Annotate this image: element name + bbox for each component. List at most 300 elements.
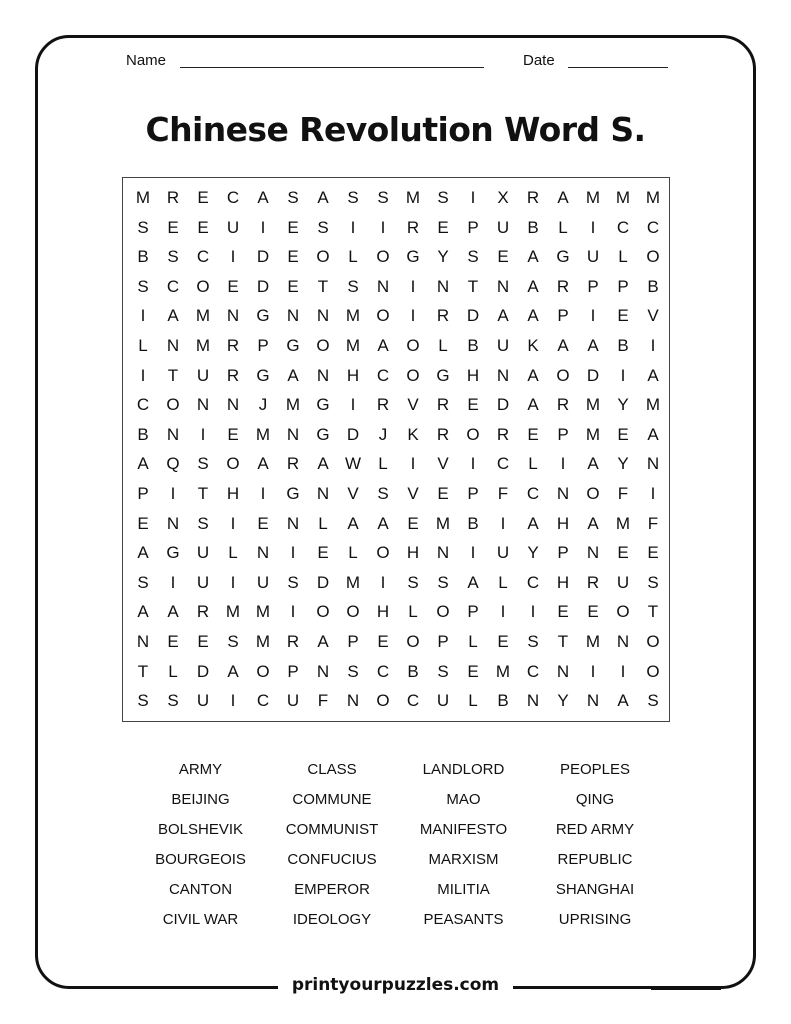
grid-letter: N [316, 306, 330, 326]
grid-row [128, 538, 668, 568]
grid-letter: E [617, 424, 629, 444]
grid-letter: O [316, 602, 330, 622]
word-item: BOURGEOIS [155, 851, 246, 868]
grid-letter: M [645, 395, 661, 415]
grid-letter: L [168, 661, 178, 681]
grid-letter: A [497, 306, 509, 326]
grid-letter: B [137, 247, 149, 267]
grid-letter: G [256, 306, 270, 326]
word-item: COMMUNE [292, 791, 372, 808]
grid-letter: N [286, 306, 300, 326]
grid-letter: R [406, 217, 420, 237]
grid-letter: R [436, 395, 450, 415]
grid-letter: I [410, 454, 416, 474]
word-item: SHANGHAI [555, 881, 635, 898]
grid-letter: E [497, 247, 509, 267]
grid-letter: M [195, 306, 211, 326]
name-label: Name [126, 52, 167, 69]
grid-letter: O [196, 276, 210, 296]
grid-letter: Q [166, 454, 180, 474]
grid-letter: M [195, 336, 211, 355]
grid-letter: S [287, 572, 299, 592]
page-title: Chinese Revolution Word S. [145, 110, 646, 149]
grid-letter: B [527, 217, 539, 237]
grid-letter: I [470, 188, 476, 207]
grid-letter: I [530, 602, 536, 622]
grid-letter: L [378, 454, 388, 474]
grid-letter: I [380, 572, 386, 592]
grid-row [128, 597, 668, 627]
grid-letter: S [347, 276, 359, 296]
grid-row [128, 449, 668, 479]
word-list [135, 760, 660, 940]
grid-letter: I [620, 365, 626, 385]
grid-letter: N [556, 484, 570, 503]
grid-letter: A [137, 543, 149, 563]
grid-letter: K [527, 336, 539, 355]
date-line [568, 67, 668, 68]
grid-letter: S [647, 572, 659, 592]
grid-letter: M [585, 395, 601, 415]
grid-letter: R [226, 336, 240, 355]
grid-letter: G [286, 484, 300, 503]
grid-letter: E [227, 276, 239, 296]
grid-letter: L [408, 602, 418, 622]
grid-letter: E [437, 484, 449, 503]
grid-letter: P [557, 543, 569, 563]
grid-letter: O [406, 365, 420, 385]
grid-letter: E [137, 513, 149, 533]
grid-letter: M [645, 188, 661, 207]
grid-letter: C [616, 217, 630, 237]
word-column [530, 760, 661, 940]
grid-letter: C [166, 276, 180, 296]
grid-letter: E [197, 217, 209, 237]
grid-letter: W [344, 454, 362, 474]
grid-letter: Y [557, 691, 569, 711]
grid-letter: G [166, 543, 180, 563]
grid-letter: C [256, 691, 270, 711]
grid-letter: L [618, 247, 628, 267]
grid-letter: E [617, 306, 629, 326]
word-item: COMMUNIST [285, 821, 379, 838]
word-item: CONFUCIUS [287, 851, 377, 868]
grid-letter: A [527, 247, 539, 267]
grid-row [128, 242, 668, 272]
grid-letter: O [346, 602, 360, 622]
grid-letter: A [467, 572, 479, 592]
grid-letter: V [407, 395, 419, 415]
grid-letter: P [557, 306, 569, 326]
grid-letter: R [496, 424, 510, 444]
grid-letter: M [585, 424, 601, 444]
grid-letter: I [560, 454, 566, 474]
word-item: CANTON [168, 881, 233, 898]
grid-letter: S [347, 661, 359, 681]
grid-letter: A [527, 513, 539, 533]
grid-letter: S [407, 572, 419, 592]
grid-letter: C [526, 484, 540, 503]
grid-letter: R [286, 454, 300, 474]
grid-letter: R [556, 276, 570, 296]
grid-letter: V [347, 484, 359, 503]
grid-letter: A [557, 336, 569, 355]
grid-letter: D [316, 572, 330, 592]
grid-letter: R [226, 365, 240, 385]
grid-letter: N [286, 513, 300, 533]
grid-letter: A [587, 513, 599, 533]
grid-letter: I [650, 484, 656, 503]
grid-row [128, 301, 668, 331]
grid-letter: B [467, 336, 479, 355]
grid-letter: G [286, 336, 300, 355]
grid-letter: G [316, 395, 330, 415]
grid-letter: O [646, 661, 660, 681]
grid-letter: I [590, 306, 596, 326]
grid-letter: L [468, 691, 478, 711]
grid-letter: S [437, 188, 449, 207]
grid-letter: A [647, 365, 659, 385]
grid-letter: E [287, 276, 299, 296]
grid-letter: E [167, 632, 179, 651]
letter-grid [122, 177, 670, 722]
grid-letter: I [230, 513, 236, 533]
grid-letter: A [137, 602, 149, 622]
grid-letter: M [345, 336, 361, 355]
grid-letter: I [410, 306, 416, 326]
grid-letter: S [167, 691, 179, 711]
grid-letter: E [467, 395, 479, 415]
grid-letter: I [170, 484, 176, 503]
grid-letter: E [467, 661, 479, 681]
grid-letter: N [256, 543, 270, 563]
grid-letter: M [405, 188, 421, 207]
grid-letter: I [140, 306, 146, 326]
grid-letter: B [497, 691, 509, 711]
grid-letter: I [140, 365, 146, 385]
grid-letter: I [230, 691, 236, 711]
word-item: UPRISING [558, 911, 632, 928]
grid-letter: V [647, 306, 659, 326]
grid-letter: N [196, 395, 210, 415]
grid-letter: N [166, 424, 180, 444]
grid-letter: G [406, 247, 420, 267]
grid-letter: O [256, 661, 270, 681]
grid-letter: N [586, 691, 600, 711]
grid-letter: M [435, 513, 451, 533]
footer-site [0, 975, 791, 995]
grid-letter: E [557, 602, 569, 622]
grid-letter: R [436, 424, 450, 444]
grid-letter: T [467, 276, 479, 296]
grid-letter: O [376, 306, 390, 326]
grid-letter: H [406, 543, 420, 563]
grid-letter: M [255, 424, 271, 444]
grid-letter: O [316, 336, 330, 355]
word-item: REPUBLIC [557, 851, 633, 868]
grid-letter: I [350, 217, 356, 237]
grid-letter: C [196, 247, 210, 267]
grid-letter: N [376, 276, 390, 296]
grid-letter: I [200, 424, 206, 444]
grid-letter: A [167, 602, 179, 622]
word-item: LANDLORD [422, 761, 505, 778]
grid-letter: L [348, 247, 358, 267]
grid-row [128, 657, 668, 687]
date-label: Date [523, 52, 555, 69]
grid-letter: C [526, 661, 540, 681]
grid-letter: B [137, 424, 149, 444]
grid-letter: D [346, 424, 360, 444]
grid-row [128, 390, 668, 420]
grid-letter: T [647, 602, 659, 622]
grid-letter: S [437, 661, 449, 681]
grid-letter: Y [617, 395, 629, 415]
grid-row [128, 627, 668, 657]
grid-letter: R [526, 188, 540, 207]
grid-letter: I [260, 484, 266, 503]
grid-letter: S [347, 188, 359, 207]
grid-letter: R [196, 602, 210, 622]
grid-letter: O [166, 395, 180, 415]
grid-letter: L [138, 336, 148, 355]
grid-letter: S [167, 247, 179, 267]
grid-letter: F [317, 691, 329, 711]
grid-letter: I [380, 217, 386, 237]
grid-letter: U [616, 572, 630, 592]
grid-letter: A [227, 661, 239, 681]
grid-letter: H [346, 365, 360, 385]
grid-letter: S [137, 691, 149, 711]
grid-letter: I [620, 661, 626, 681]
grid-letter: P [257, 336, 269, 355]
word-item: PEOPLES [559, 761, 631, 778]
grid-letter: C [406, 691, 420, 711]
grid-letter: H [556, 513, 570, 533]
grid-letter: G [436, 365, 450, 385]
word-column [398, 760, 529, 940]
grid-letter: G [556, 247, 570, 267]
grid-letter: E [587, 602, 599, 622]
grid-letter: D [256, 276, 270, 296]
word-item: IDEOLOGY [292, 911, 372, 928]
grid-letter: E [287, 217, 299, 237]
grid-row [128, 420, 668, 450]
grid-letter: E [167, 217, 179, 237]
grid-letter: D [586, 365, 600, 385]
grid-letter: A [347, 513, 359, 533]
grid-letter: I [410, 276, 416, 296]
grid-letter: O [436, 602, 450, 622]
grid-letter: A [647, 424, 659, 444]
grid-letter: M [285, 395, 301, 415]
grid-letter: U [196, 365, 210, 385]
grid-letter: A [317, 188, 329, 207]
grid-letter: M [615, 513, 631, 533]
grid-letter: P [617, 276, 629, 296]
grid-letter: S [647, 691, 659, 711]
grid-letter: M [255, 632, 271, 651]
grid-letter: S [377, 484, 389, 503]
grid-letter: T [557, 632, 569, 651]
grid-letter: O [466, 424, 480, 444]
grid-letter: P [587, 276, 599, 296]
grid-letter: I [290, 543, 296, 563]
grid-letter: C [496, 454, 510, 474]
grid-letter: M [495, 661, 511, 681]
grid-letter: E [617, 543, 629, 563]
grid-letter: S [227, 632, 239, 651]
grid-letter: F [617, 484, 629, 503]
grid-letter: E [407, 513, 419, 533]
grid-letter: N [136, 632, 150, 651]
grid-letter: A [377, 336, 389, 355]
grid-letter: I [650, 336, 656, 355]
grid-letter: Y [437, 247, 449, 267]
grid-row [128, 686, 668, 716]
grid-letter: S [137, 276, 149, 296]
grid-letter: D [496, 395, 510, 415]
grid-letter: S [527, 632, 539, 651]
grid-letter: E [317, 543, 329, 563]
grid-letter: I [590, 217, 596, 237]
grid-letter: M [345, 306, 361, 326]
grid-letter: H [226, 484, 240, 503]
grid-row [128, 331, 668, 361]
word-column [267, 760, 398, 940]
grid-letter: L [498, 572, 508, 592]
grid-letter: H [466, 365, 480, 385]
grid-letter: M [225, 602, 241, 622]
grid-letter: I [230, 572, 236, 592]
grid-letter: Y [617, 454, 629, 474]
grid-letter: C [646, 217, 660, 237]
grid-letter: N [526, 691, 540, 711]
grid-letter: O [376, 247, 390, 267]
word-item: PEASANTS [423, 911, 504, 928]
word-item: BEIJING [171, 791, 230, 808]
grid-row [128, 213, 668, 243]
grid-letter: S [317, 217, 329, 237]
grid-letter: C [376, 661, 390, 681]
grid-letter: U [286, 691, 300, 711]
grid-letter: H [376, 602, 390, 622]
grid-letter: U [226, 217, 240, 237]
grid-letter: E [497, 632, 509, 651]
grid-letter: O [376, 543, 390, 563]
grid-letter: M [255, 602, 271, 622]
grid-letter: R [166, 188, 180, 207]
grid-letter: L [228, 543, 238, 563]
grid-letter: U [436, 691, 450, 711]
grid-letter: M [585, 632, 601, 651]
word-item: MANIFESTO [419, 821, 508, 838]
footer-text: printyourpuzzles.com [278, 975, 513, 995]
grid-letter: S [197, 513, 209, 533]
grid-letter: N [316, 661, 330, 681]
grid-letter: K [407, 424, 419, 444]
grid-letter: N [616, 632, 630, 651]
grid-letter: P [347, 632, 359, 651]
grid-letter: R [436, 306, 450, 326]
grid-letter: A [527, 276, 539, 296]
word-item: MILITIA [437, 881, 490, 898]
word-item: QING [575, 791, 615, 808]
grid-row [128, 183, 668, 213]
grid-letter: A [557, 188, 569, 207]
grid-letter: N [346, 691, 360, 711]
grid-letter: A [527, 365, 539, 385]
grid-letter: V [407, 484, 419, 503]
grid-letter: I [230, 247, 236, 267]
grid-letter: O [556, 365, 570, 385]
word-item: EMPEROR [294, 881, 370, 898]
grid-letter: I [500, 602, 506, 622]
grid-letter: T [167, 365, 179, 385]
grid-letter: A [617, 691, 629, 711]
grid-letter: A [257, 188, 269, 207]
grid-letter: A [317, 454, 329, 474]
grid-letter: L [558, 217, 568, 237]
grid-row [128, 361, 668, 391]
grid-letter: L [528, 454, 538, 474]
grid-letter: O [406, 632, 420, 651]
grid-letter: B [467, 513, 479, 533]
word-item: BOLSHEVIK [157, 821, 244, 838]
grid-letter: N [286, 424, 300, 444]
grid-letter: T [317, 276, 329, 296]
grid-letter: N [316, 484, 330, 503]
grid-letter: O [376, 691, 390, 711]
grid-letter: A [257, 454, 269, 474]
grid-letter: D [256, 247, 270, 267]
grid-letter: R [376, 395, 390, 415]
grid-letter: U [256, 572, 270, 592]
grid-letter: E [257, 513, 269, 533]
grid-letter: H [556, 572, 570, 592]
grid-letter: I [500, 513, 506, 533]
grid-letter: M [345, 572, 361, 592]
grid-letter: C [136, 395, 150, 415]
grid-letter: O [406, 336, 420, 355]
grid-letter: G [256, 365, 270, 385]
grid-letter: B [647, 276, 659, 296]
word-item: RED ARMY [555, 821, 635, 838]
grid-letter: M [585, 188, 601, 207]
grid-letter: P [437, 632, 449, 651]
grid-letter: A [587, 336, 599, 355]
grid-letter: S [377, 188, 389, 207]
grid-letter: P [287, 661, 299, 681]
grid-letter: Y [527, 543, 539, 563]
word-item: CLASS [307, 761, 357, 778]
grid-letter: N [496, 276, 510, 296]
grid-letter: A [137, 454, 149, 474]
grid-letter: L [438, 336, 448, 355]
grid-letter: R [586, 572, 600, 592]
grid-letter: N [496, 365, 510, 385]
word-item: MAO [446, 791, 481, 808]
grid-letter: S [197, 454, 209, 474]
grid-letter: S [467, 247, 479, 267]
grid-letter: J [378, 424, 388, 444]
grid-letter: X [497, 188, 509, 207]
grid-letter: C [526, 572, 540, 592]
name-line [180, 67, 484, 68]
grid-letter: N [436, 276, 450, 296]
grid-letter: O [316, 247, 330, 267]
grid-letter: U [196, 543, 210, 563]
